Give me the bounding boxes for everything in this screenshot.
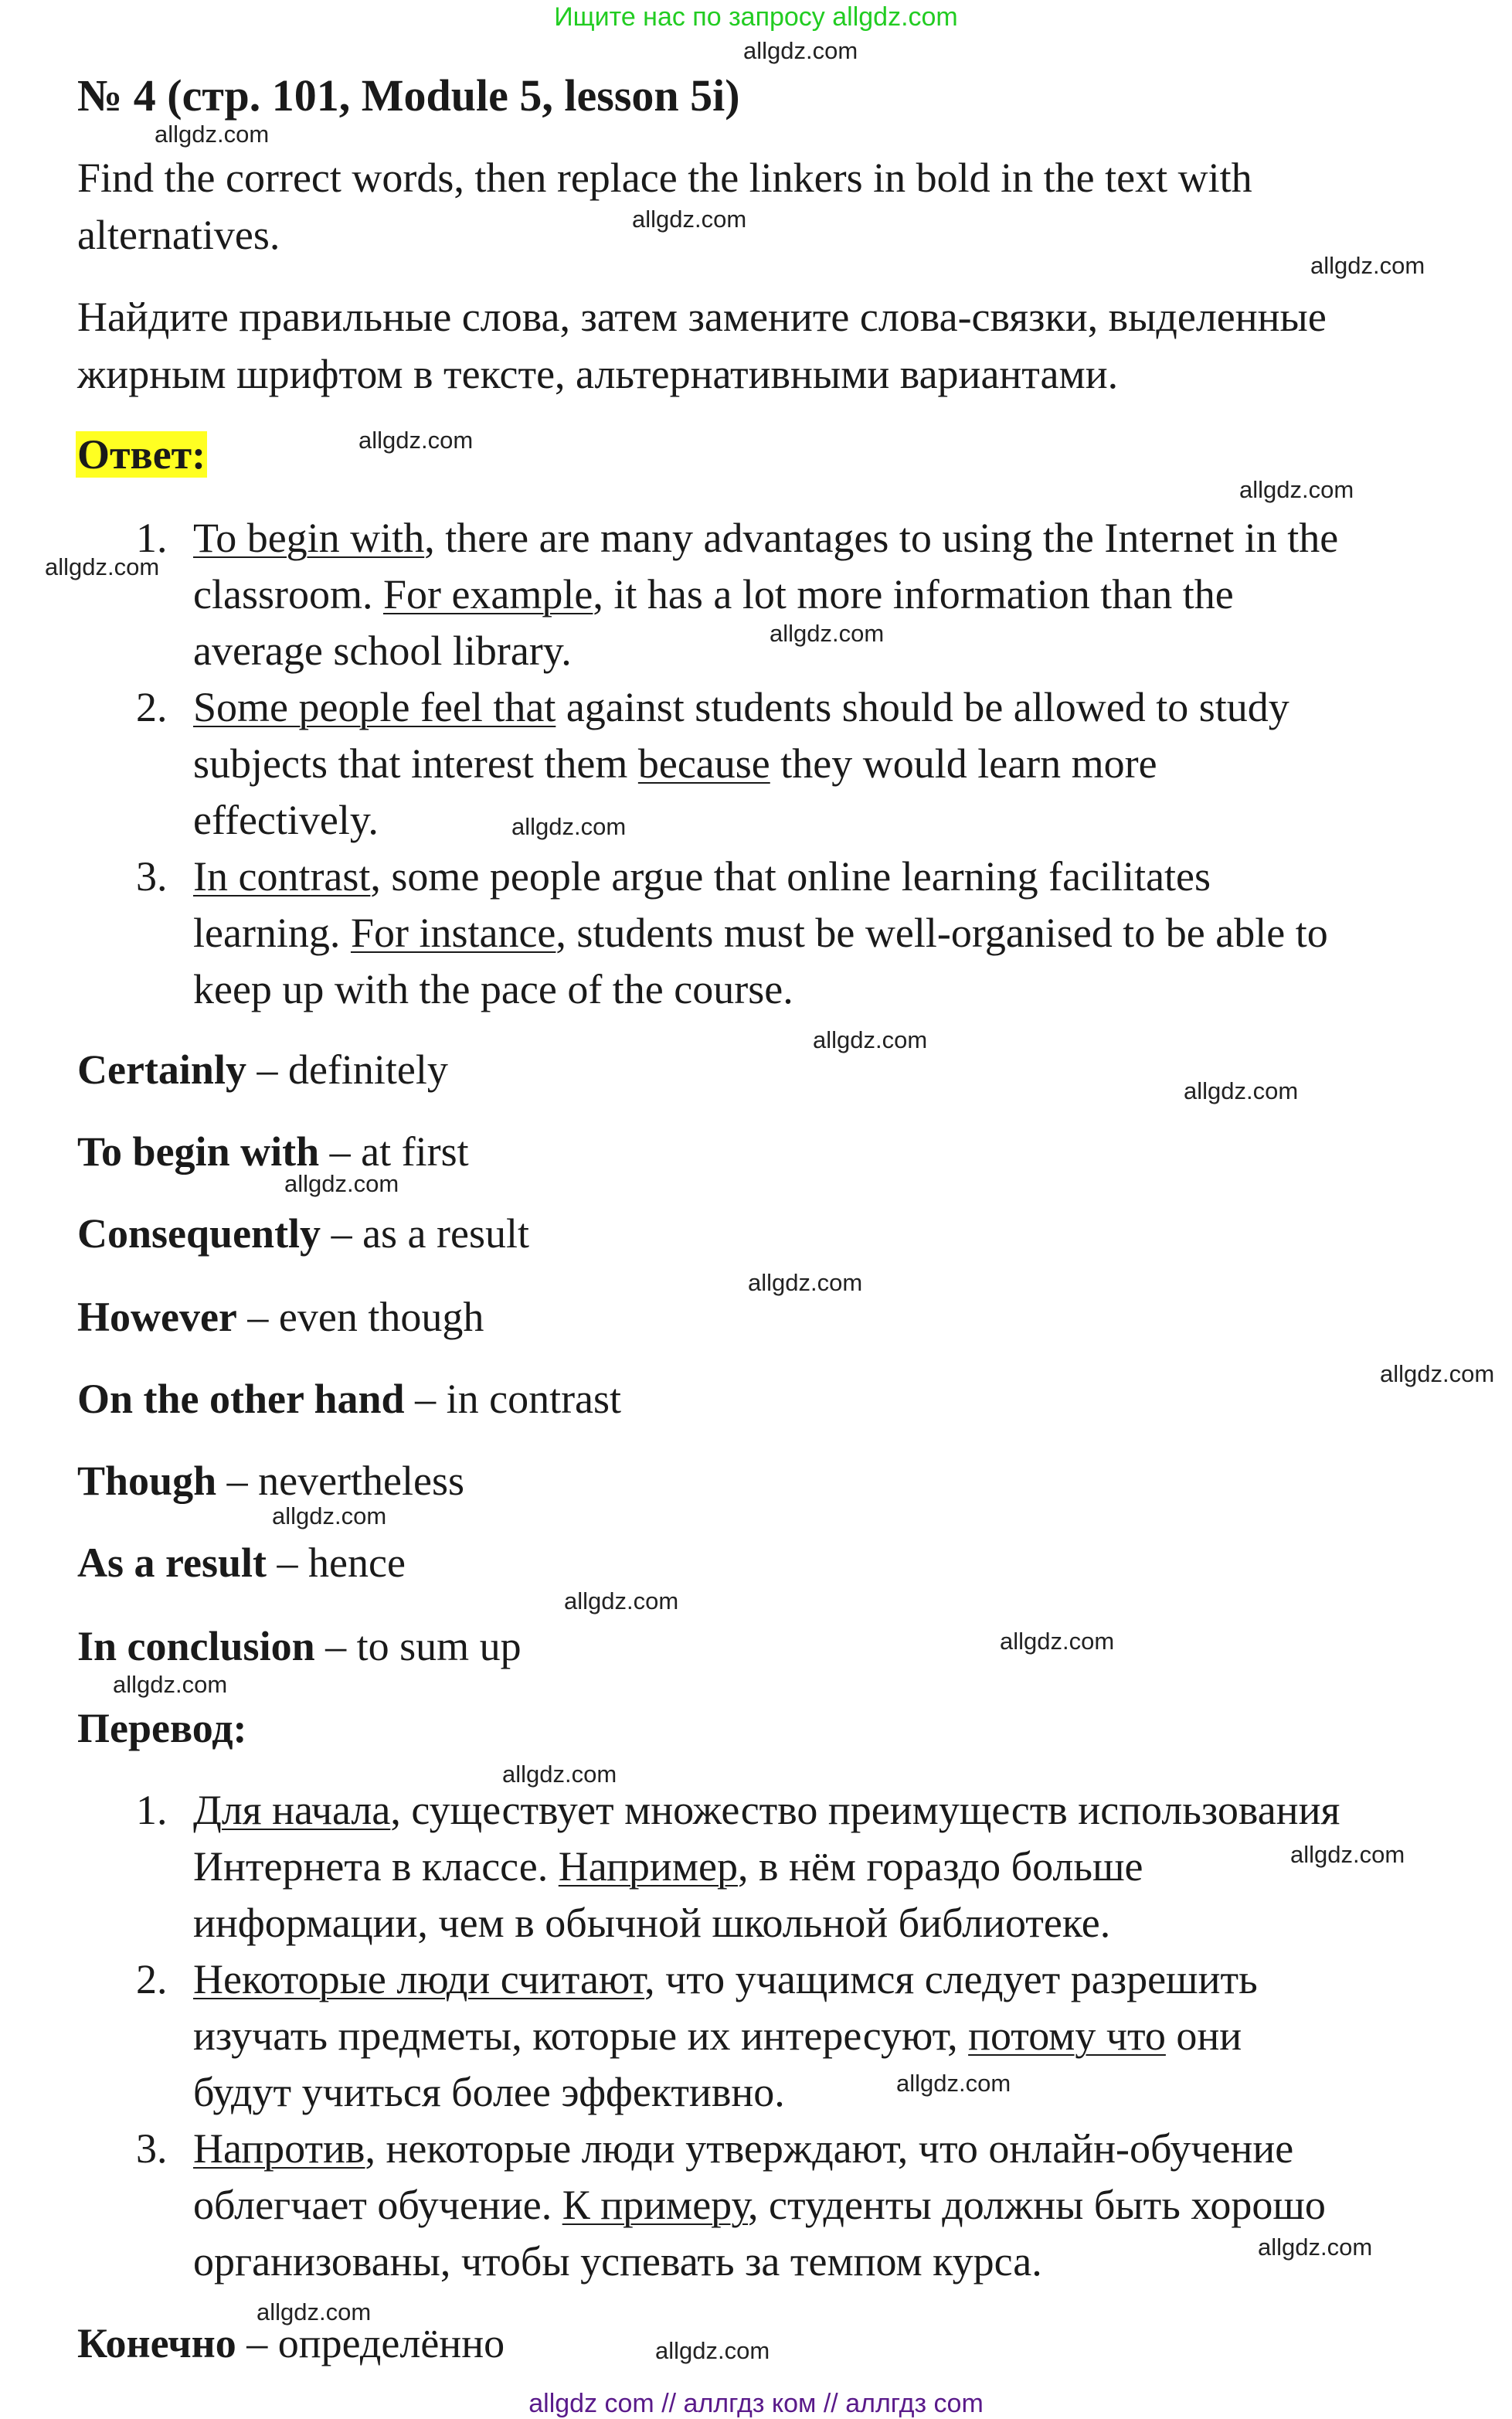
watermark: allgdz.com xyxy=(1290,1841,1405,1868)
text-segment: , некоторые люди утверждают, что онлайн-обучение xyxy=(365,2125,1294,2172)
linker-text: Напротив xyxy=(193,2125,365,2172)
linker-text: To begin with xyxy=(193,515,425,561)
list-item-line xyxy=(193,1782,1340,1838)
text-segment: subjects that interest them xyxy=(193,740,638,787)
list-item-line xyxy=(193,1895,1110,1951)
watermark: allgdz.com xyxy=(284,1170,399,1197)
text-segment: изучать предметы, которые их интересуют, xyxy=(193,2012,969,2059)
watermark: allgdz.com xyxy=(511,813,627,840)
linker-pair xyxy=(77,1453,464,1509)
pair-term: Конечно xyxy=(77,2320,236,2366)
pair-definition: – hence xyxy=(267,1540,406,1586)
text-segment: , что учащимся следует разрешить xyxy=(644,1956,1258,2002)
text-segment: , students must be well-organised to be able to xyxy=(556,910,1328,956)
watermark: allgdz.com xyxy=(155,121,270,148)
list-item-line xyxy=(193,905,1328,961)
text-segment: , студенты должны быть хорошо xyxy=(748,2182,1326,2228)
linker-text: In contrast xyxy=(193,853,371,900)
list-number: 2. xyxy=(136,684,168,730)
list-number: 2. xyxy=(136,1956,168,2002)
footer-banner[interactable]: allgdz com // аллгдз ком // аллгдз com xyxy=(528,2389,984,2418)
pair-term: However xyxy=(77,1294,237,1340)
list-item-line xyxy=(193,2177,1326,2233)
pair-definition: – to sum up xyxy=(314,1623,522,1669)
answer-label: Ответ: xyxy=(77,431,206,478)
list-item-line xyxy=(193,2121,1293,2176)
text-segment: будут учиться более эффективно. xyxy=(193,2069,785,2115)
pair-term: On the other hand xyxy=(77,1376,405,1422)
pair-definition: – nevertheless xyxy=(216,1458,465,1504)
watermark: allgdz.com xyxy=(1258,2234,1373,2261)
linker-pair xyxy=(77,1206,529,1261)
linker-text: потому что xyxy=(968,2012,1166,2059)
watermark: allgdz.com xyxy=(896,2070,1011,2097)
watermark: allgdz.com xyxy=(1184,1077,1299,1104)
text-segment: , существует множество преимуществ использования xyxy=(390,1787,1340,1833)
instruction-en-line: alternatives. xyxy=(77,212,280,258)
list-item-line xyxy=(193,792,379,848)
pair-definition: – at first xyxy=(319,1128,469,1175)
text-segment: информации, чем в обычной школьной библиотеке. xyxy=(193,1900,1111,1946)
list-number: 3. xyxy=(136,2125,168,2172)
watermark: allgdz.com xyxy=(564,1587,679,1614)
pair-term: To begin with xyxy=(77,1128,320,1175)
text-segment: облегчает обучение. xyxy=(193,2182,562,2228)
pair-definition: – in contrast xyxy=(404,1376,622,1422)
watermark: allgdz.com xyxy=(1000,1628,1115,1655)
text-segment: keep up with the pace of the course. xyxy=(193,966,793,1012)
list-number: 1. xyxy=(136,515,168,561)
watermark: allgdz.com xyxy=(113,1671,228,1698)
text-segment: effectively. xyxy=(193,797,379,843)
text-segment: организованы, чтобы успевать за темпом курса. xyxy=(193,2238,1042,2285)
list-number: 3. xyxy=(136,853,168,900)
text-segment: они xyxy=(1165,2012,1242,2059)
watermark: allgdz.com xyxy=(358,427,474,454)
list-item-line xyxy=(193,623,572,679)
watermark: allgdz.com xyxy=(1310,252,1425,279)
watermark: allgdz.com xyxy=(770,620,885,647)
linker-text: because xyxy=(637,740,770,787)
instruction-ru-line: жирным шрифтом в тексте, альтернативными вариантами. xyxy=(77,351,1119,397)
linker-text: Для начала xyxy=(193,1787,391,1833)
linker-text: К примеру xyxy=(562,2182,749,2228)
text-segment: , it has a lot more information than the xyxy=(593,571,1234,618)
linker-pair xyxy=(77,1535,406,1591)
text-segment: , в нём гораздо больше xyxy=(737,1843,1143,1890)
linker-pair xyxy=(77,1124,469,1179)
list-item-line xyxy=(193,849,1211,904)
watermark: allgdz.com xyxy=(502,1761,617,1788)
pair-term: As a result xyxy=(77,1540,267,1586)
watermark: allgdz.com xyxy=(257,2298,372,2325)
header-banner[interactable]: Ищите нас по запросу allgdz.com xyxy=(554,2,958,32)
linker-text: Например xyxy=(558,1843,738,1890)
list-item-line xyxy=(193,566,1234,622)
list-item-line xyxy=(193,510,1338,566)
instruction-en-line: Find the correct words, then replace the linkers in bold in the text with xyxy=(77,155,1252,201)
text-segment: Интернета в классе. xyxy=(193,1843,559,1890)
watermark: allgdz.com xyxy=(813,1026,928,1053)
list-item-line xyxy=(193,736,1157,791)
pair-definition: – definitely xyxy=(246,1046,448,1093)
watermark: allgdz.com xyxy=(1380,1360,1495,1387)
page-title: № 4 (стр. 101, Module 5, lesson 5i) xyxy=(77,70,740,121)
watermark: allgdz.com xyxy=(632,206,747,233)
watermark: allgdz.com xyxy=(45,553,160,580)
text-segment: , some people argue that online learning facilitates xyxy=(370,853,1211,900)
pair-term: In conclusion xyxy=(77,1623,315,1669)
linker-pair xyxy=(77,1289,484,1345)
pair-definition: – as a result xyxy=(321,1210,529,1257)
list-item-line xyxy=(193,1951,1258,2007)
linker-pair xyxy=(77,1371,621,1427)
pair-term: Certainly xyxy=(77,1046,246,1093)
text-segment: against students should be allowed to study xyxy=(556,684,1289,730)
pair-term: Though xyxy=(77,1458,217,1504)
list-item-line xyxy=(193,1839,1143,1894)
text-segment: learning. xyxy=(193,910,351,956)
list-item-line xyxy=(193,2064,785,2120)
pair-definition: – even though xyxy=(236,1294,484,1340)
list-item-line xyxy=(193,679,1289,735)
watermark: allgdz.com xyxy=(655,2337,770,2364)
watermark: allgdz.com xyxy=(1239,476,1354,503)
list-number: 1. xyxy=(136,1787,168,1833)
text-segment: , there are many advantages to using the Internet in the xyxy=(424,515,1339,561)
linker-text: For example xyxy=(382,571,593,618)
linker-text: For instance xyxy=(350,910,556,956)
list-item-line xyxy=(193,2234,1042,2289)
linker-pair xyxy=(77,1042,448,1097)
list-item-line xyxy=(193,2008,1242,2063)
pair-definition: – определённо xyxy=(236,2320,505,2366)
text-segment: they would learn more xyxy=(770,740,1157,787)
list-item-line xyxy=(193,961,793,1017)
instruction-ru-line: Найдите правильные слова, затем замените слова-связки, выделенные xyxy=(77,294,1327,340)
linker-text: Some people feel that xyxy=(193,684,556,730)
watermark: allgdz.com xyxy=(748,1269,863,1296)
watermark: allgdz.com xyxy=(272,1502,387,1529)
linker-pair xyxy=(77,1618,522,1674)
watermark: allgdz.com xyxy=(743,37,858,64)
translation-label: Перевод: xyxy=(77,1705,247,1751)
pair-term: Consequently xyxy=(77,1210,321,1257)
linker-text: Некоторые люди считают xyxy=(193,1956,645,2002)
text-segment: classroom. xyxy=(193,571,383,618)
text-segment: average school library. xyxy=(193,628,572,674)
